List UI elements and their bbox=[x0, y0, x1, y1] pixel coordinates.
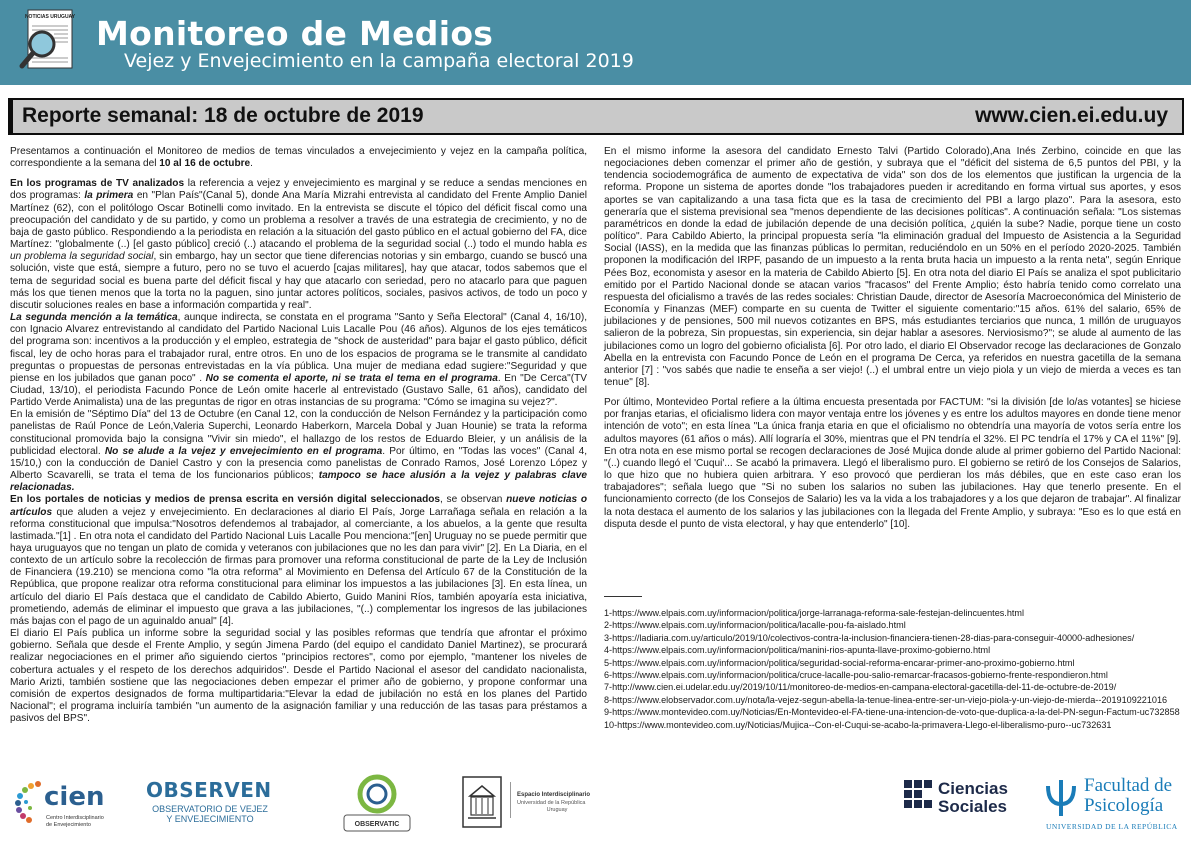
text-span: . En "De Cerca"(TV Ciudad, 13/10), el periodista Facundo Ponce de León omite hacerle al entrevistado (Gustavo Salle, 61 años), candidato del Partido Verde Animalista) una de las preguntas de rigor en otras instancias de su programa: "Cómo se imagina su vejez?". bbox=[10, 372, 587, 409]
ei-subtitle-2: Uruguay bbox=[546, 807, 568, 813]
logo-label: NOTICIAS URUGUAY bbox=[24, 14, 76, 20]
footnote-link[interactable]: 8-https://www.elobservador.com.uy/nota/la-vejez-segun-abella-la-tenue-linea-entre-ser-un-viejo-piola-y-un-viejo-de-mierda--2019109221016 bbox=[604, 694, 1168, 705]
newspaper-magnifier-icon bbox=[14, 6, 84, 78]
cien-logo bbox=[14, 774, 124, 834]
cien-dots-icon bbox=[14, 780, 48, 824]
section-lead: En los portales de noticias y medios de prensa escrita en versión digital seleccionados bbox=[10, 494, 441, 506]
emphasis-text: es un problema la seguridad social bbox=[10, 239, 587, 263]
emphasis-text: tampoco se hace alusión a la vejez y palabras clave relacionadas. bbox=[10, 470, 587, 494]
footnotes bbox=[604, 596, 1181, 731]
logo-divider bbox=[510, 782, 511, 818]
portals-paragraph bbox=[10, 494, 587, 628]
facultad-psicologia-logo bbox=[1044, 774, 1184, 836]
date-range: 10 al 16 de octubre bbox=[159, 158, 251, 170]
observen-logo bbox=[140, 776, 290, 834]
text-span: , aunque indirecta, se constata en el programa "Santo y Seña Electoral" (Canal 4, 16/10), con Ignacio Alvarez entrevistando al candidato del Partido Nacional Luis Lacalle Pou (46 años). Algunos de los ejes temáticos del programa son: incentivos a la producción y el empleo, estrategia de "shock de austeridad" para bajar el gasto público, déficit fiscal, ley de ocho horas para el trabajador rural, entre otros. En uno de los espacios de programa se le transmite al candidato preguntas o propuestas de personas entrevistadas en la vía pública. Una mujer de mediana edad sugiere:"Seguridad y que piense en los jubilados que ganan poco" . bbox=[10, 312, 588, 384]
footnote-link[interactable]: 4-https://www.elpais.com.uy/informacion/politica/manini-rios-apunta-llave-proximo-gobierno.html bbox=[604, 645, 991, 656]
observatic-logo bbox=[342, 774, 412, 836]
ccss-line-1: Ciencias bbox=[938, 779, 1008, 798]
emphasis-text: No se comenta el aporte, ni se trata el tema en el programa bbox=[205, 372, 498, 384]
observen-wordmark: OBSERVEN bbox=[146, 778, 272, 802]
text-span: , se observan bbox=[440, 494, 507, 506]
footnote-link[interactable]: 3-https://ladiaria.com.uy/articulo/2019/10/colectivos-contra-la-inclusion-financiera-tienen-28-dias-para-conseguir-40000-adhesiones/ bbox=[604, 632, 1135, 643]
footnote-link[interactable]: 1-https://www.elpais.com.uy/informacion/politica/jorge-larranaga-reforma-sale-festejan-delincuentes.html bbox=[604, 608, 1025, 618]
second-mention-paragraph bbox=[10, 312, 587, 409]
psico-line-2: Psicología bbox=[1084, 795, 1164, 816]
footnote-link[interactable]: 10-https://www.montevideo.com.uy/Noticias/Mujica--Con-el-Cuqui-se-acabo-la-primavera-Llego-el-liberalismo-puro--uc732631 bbox=[604, 719, 1112, 730]
text-span: que aluden a vejez y envejecimiento. En declaraciones al diario El País, Jorge Larrañaga señala en relación a la reforma constitucional que impulsa:"Nosotros defendemos al trabajador, al comerciante, a los abuelos, a la gente que resulta lastimada."[1] . En otra nota el candidato del Partido Nacional Luis Lacalle Pou menciona:"[en] Uruguay no se puede permitir que haya uruguayos que no tengan un plato de comida y veteranos con jubilaciones que no les dan para vivir" [2]. En La Diaria, en el contexto de un artículo sobre la recolección de firmas para promover una reforma constitucional de parte de la Ley de Inclusión de Financiera (19.210) se menciona como "la otra reforma" al Movimiento en Defensa del Artículo 67 de la Constitución de la República, que propone realizar otra reforma constitucional para eliminar los impuestos a las jubilaciones [3]. En esta línea, un artículo del diario El País destaca que el candidato de Cabildo Abierto, Guido Manini Ríos, también apoyaría esta iniciativa, prometiendo, además de eliminar el impuesto que grava a las jubilaciones, "(..) complementar los ingresos de las jubilaciones más bajas con el pago de un aguinaldo anual" [4]. bbox=[10, 506, 587, 627]
text-span: En la emisión de "Séptimo Día" del 13 de Octubre (en Canal 12, con la conducción de Nelson Fernández y la participación como panelistas de Raúl Ponce de León,Valeria Superchi, Leonardo Haberkorn, Marcela Dobal y Juan Hounie) se trata la reforma constitucional promovida bajo la consigna "Vivir sin miedo", el hallazgo de los restos de Eduardo Bleier, y un análisis de la publicidad electoral. bbox=[10, 409, 587, 457]
observatic-wordmark: OBSERVATIC bbox=[354, 821, 400, 828]
psico-subtitle: UNIVERSIDAD DE LA REPÚBLICA bbox=[1046, 822, 1178, 831]
footnote-divider bbox=[604, 596, 642, 597]
text-span: Presentamos a continuación el Monitoreo de medios de temas vinculados a envejecimiento y vejez en la campaña política, correspondiente a la semana del bbox=[10, 146, 587, 170]
espacio-interdisciplinario-logo bbox=[462, 776, 602, 834]
psico-line-1: Facultad de bbox=[1084, 775, 1173, 796]
talvi-advisor-paragraph: En el mismo informe la asesora del candidato Ernesto Talvi (Partido Colorado),Ana Inés Zerbino, coincide en que las negociaciones deben comenzar el primer año de gestión, y subraya que el "déficit del sistema de 6,5 puntos del PBI, y la tendencia sociodemográfica de aumento de expectativa de vida" son dos de los elementos que justifican la urgencia de la reforma. Propone un sistema de aportes donde "los trabajadores pueden ir acreditando en forma virtual sus aportes, y esos aportes se van capitalizando a una tasa ficta que es la tasa de crecimiento del PBI a largo plazo". Para la asesora, esto generaría que el sistema previsional sea "menos dependiente de las decisiones políticas". A continuación señala: "Los sistemas paramétricos en donde la edad de jubilación depende de una decisión política, ¿quién la sube? Nadie, porque tiene un costo político". Para Cabildo Abierto, la principal propuesta sería "la eliminación gradual del Impuesto de Asistencia a la Seguridad Social (IASS), en la medida que las finanzas públicas lo permitan, reduciéndolo en un 50% en el período 2020-2025. También proponen la modificación del IRPF, pasando de un impuesto a la renta bruta hacia un impuesto a la renta neta", según Enrique Pées Boz, economista y asesor en la materia de Cabildo Abierto [5]. En otra nota del diario El País se analiza el spot publicitario emitido por el Partido Nacional donde se atacan varios "fracasos" del Frente Amplio; ésto habría tenido como correlato una respuesta del oficialismo a través de las redes sociales: Christian Daude, director de Asesoría Macroeconómica del Ministerio de Economía y Finanzas (MEF) comparte en su cuenta de Twitter el siguiente comentario:"15 años. 61% del salario, 65% de jubilaciones y de pensiones, 500 mil nuevos cotizantes en BPS, más estudiantes terciarios que nunca, 1 millón de uruguayos salieron de la pobreza, Sin propuestas, sin experiencia, sin dejar hablar a asesores. Nerviosismo?"; se alude al aumento de las jubilaciones como un logro del gobierno oficialista [6]. Por otro lado, el diario El Observador recoge las declaraciones de Gonzalo Abella en la entrevista con Facundo Ponce de León en el programa De Cerca, ya referidos en nuestra gacetilla de la semana anterior [7] : "vos sabés que nadie te enseña a ser viejo! (..) el umbral entre un viejo piola y un viejo de mierda a veces es tan tenue" [8]. bbox=[604, 146, 1181, 388]
ei-subtitle-1: Universidad de la República bbox=[517, 800, 586, 806]
footnote-link[interactable]: 9-https://www.montevideo.com.uy/Noticias/En-Montevideo-el-FA-tiene-una-intencion-de-voto-que-duplica-a-la-del-PN-segun-Factum-uc732858 bbox=[604, 707, 1180, 718]
footnote-link[interactable]: 2-https://www.elpais.com.uy/informacion/politica/lacalle-pou-fa-aislado.html bbox=[604, 620, 906, 631]
partner-logos bbox=[0, 768, 1191, 842]
page-subtitle: Vejez y Envejecimiento en la campaña electoral 2019 bbox=[124, 50, 634, 72]
text-span: . Por último, en "Todas las voces" (Canal 4, 15/10,) con la conducción de Daniel Castro y con la presencia como panelistas de Conrado Ramos, José Lorenzo López y Alberto Scavarelli, se trata el tema de los funcionarios públicos; bbox=[10, 445, 587, 482]
tv-programs-paragraph bbox=[10, 178, 587, 312]
ciencias-sociales-logo bbox=[904, 778, 1014, 828]
psi-symbol-icon bbox=[1044, 778, 1078, 818]
emphasis-text: No se alude a la vejez y envejecimiento en el programa bbox=[104, 445, 383, 457]
montevideo-portal-paragraph: Por último, Montevideo Portal refiere a la última encuesta presentada por FACTUM: "si la división [de lo/as votantes] se hiciese por franjas etarias, el oficialismo lidera con mayor ventaja entre los jóvenes y es entre los adultos mayores en donde tiene menor intención de voto"; en esta línea "La única franja etaria en que el oficialismo no obtendría una mayoría de votos sería entre los adultos mayores (61 años o más). Allí lograría el 30%, mientras que el PN tendría el 32%. El PC tendría el 17% y CA el 11%" [9]. En otra nota en ese mismo portal se recogen declaraciones de José Mujica donde alude al primer gobierno del Partido Nacional: "(..) cuando llegó el 'Cuqui'... Se acabó la primavera. Llegó el liberalismo puro. El gobierno se retiró de los Consejos de Salarios, lo que hizo que no hubiera quien arbitrara. Y eso provocó que perdieran los más débiles, que en este caso eran los trabajadores"; señala luego que "Si no suben los salarios no suben las jubilaciones. Hay que tenerlo presente. En el funcionamiento correcto (de los Consejos de Salario) les va la vida a los trabajadores y a los que dejaron de trabajar". Al finalizar la nota destaca el aumento de los salarios y las jubilaciones con la llegada del Frente Amplio, y subraya: "Eso es lo que está en disputa desde el punto de vista electoral, y hay que entenderlo" [10]. bbox=[604, 397, 1181, 530]
el-pais-report-paragraph bbox=[10, 628, 587, 725]
emphasis-text: nueve noticias o artículos bbox=[10, 494, 587, 518]
text-span: en "Plan País"(Canal 5), donde Ana María Mizrahi entrevista al candidato del Frente Amplio Daniel Martínez (62), con el politólogo Oscar Botinelli como invitado. En la entrevista se discute el tópico del déficit fiscal como una preocupación del candidato y de su partido, y como un problema a resolver a través de una estrategia de crecimiento, y no de baja de gasto público. Respondiendo a la periodista en relación a la situación del gasto público en el actual gobierno del FA, dice Martínez: "globalmente (..) [el gasto público] creció (..) atacando el problema de la seguridad social (..) todo el mundo habla bbox=[10, 190, 587, 251]
cien-subtitle-1: Centro Interdisciplinario bbox=[46, 815, 104, 821]
page-title: Monitoreo de Medios bbox=[96, 14, 494, 53]
text-span: la referencia a vejez y envejecimiento es marginal y se reduce a sendas menciones en dos programas: bbox=[10, 178, 587, 202]
emphasis-text: la primera bbox=[84, 190, 134, 202]
intro-paragraph bbox=[10, 146, 587, 170]
ei-title: Espacio Interdisciplinario bbox=[517, 792, 591, 798]
website-link[interactable]: www.cien.ei.edu.uy bbox=[975, 104, 1168, 127]
text-span: . bbox=[250, 158, 253, 170]
footnote-link[interactable]: 5-https://www.elpais.com.uy/informacion/politica/seguridad-social-reforma-encarar-primer-ano-proximo-gobierno.html bbox=[604, 657, 1075, 668]
section-lead: La segunda mención a la temática bbox=[10, 312, 178, 324]
cien-wordmark: cien bbox=[44, 782, 105, 812]
footnote-link[interactable]: 6-https://www.elpais.com.uy/informacion/politica/cruce-lacalle-pou-salio-remarcar-fracasos-gobierno-frente-respondieron.html bbox=[604, 670, 1108, 681]
cien-subtitle-2: de Envejecimiento bbox=[46, 822, 91, 828]
text-span: , sin embargo, hay un sector que tiene diferencias notorias y sin embargo, cuando se buscó una solución, viste que está, siempre a futuro, pero no se tuvo el acuerdo [cajas militares], hay que atacar, todos sabemos que el tema de seguridad social es buena parte del déficit fiscal y hay que atacarlo con seriedad, pero no atacarlo para que paguen más los que tienen menos que la torta no la paguen, sino juntar actores políticos, sociales, pasivos activos, de todo un poco y discutir soluciones reales en base a información compartida y real". bbox=[10, 251, 587, 311]
observen-subtitle-1: OBSERVATORIO DE VEJEZ bbox=[152, 804, 268, 814]
text-span: El diario El País publica un informe sobre la seguridad social y las posibles reformas que tendría que afrontar el próximo gobierno. Señala que desde el Frente Amplio, y según Jimena Pardo (del equipo el candidato Daniel Martinez), se procurará realizar negociaciones en el primer año siguiendo ciertos "principios rectores", como por ejemplo, "mantener los niveles de cobertura actuales y el respeto de los derechos adquiridos". Desde el Partido Nacional el asesor del candidato nacionalista, Mario Arizti, también sostiene que las negociaciones deben empezar el primer año de gobierno, y propone conformar una comisión de expertos designados de forma multipartidaria:"Elevar la edad de jubilación no está en los planes del Partido Nacional"; el programa incluiría también "un aumento de la asignación familiar y una reducción de las tasas para préstamos a pasivos del BPS". bbox=[10, 628, 587, 725]
ccss-line-2: Sociales bbox=[938, 797, 1007, 816]
report-bar bbox=[8, 98, 1184, 135]
footnote-link[interactable]: 7-http://www.cien.ei.udelar.edu.uy/2019/10/11/monitoreo-de-medios-en-campana-electoral-gacetilla-del-11-de-octubre-de-2019/ bbox=[604, 682, 1117, 693]
report-title: Reporte semanal: 18 de octubre de 2019 bbox=[22, 104, 424, 127]
observen-subtitle-2: Y ENVEJECIMIENTO bbox=[166, 814, 254, 824]
header-banner bbox=[0, 0, 1191, 85]
right-column bbox=[604, 146, 1181, 539]
ccss-grid-icon bbox=[904, 780, 932, 816]
observatic-emblem-icon bbox=[342, 774, 412, 836]
university-building-icon bbox=[462, 776, 502, 828]
septimo-dia-paragraph bbox=[10, 409, 587, 494]
left-column bbox=[10, 146, 587, 725]
section-lead: En los programas de TV analizados bbox=[10, 178, 185, 190]
